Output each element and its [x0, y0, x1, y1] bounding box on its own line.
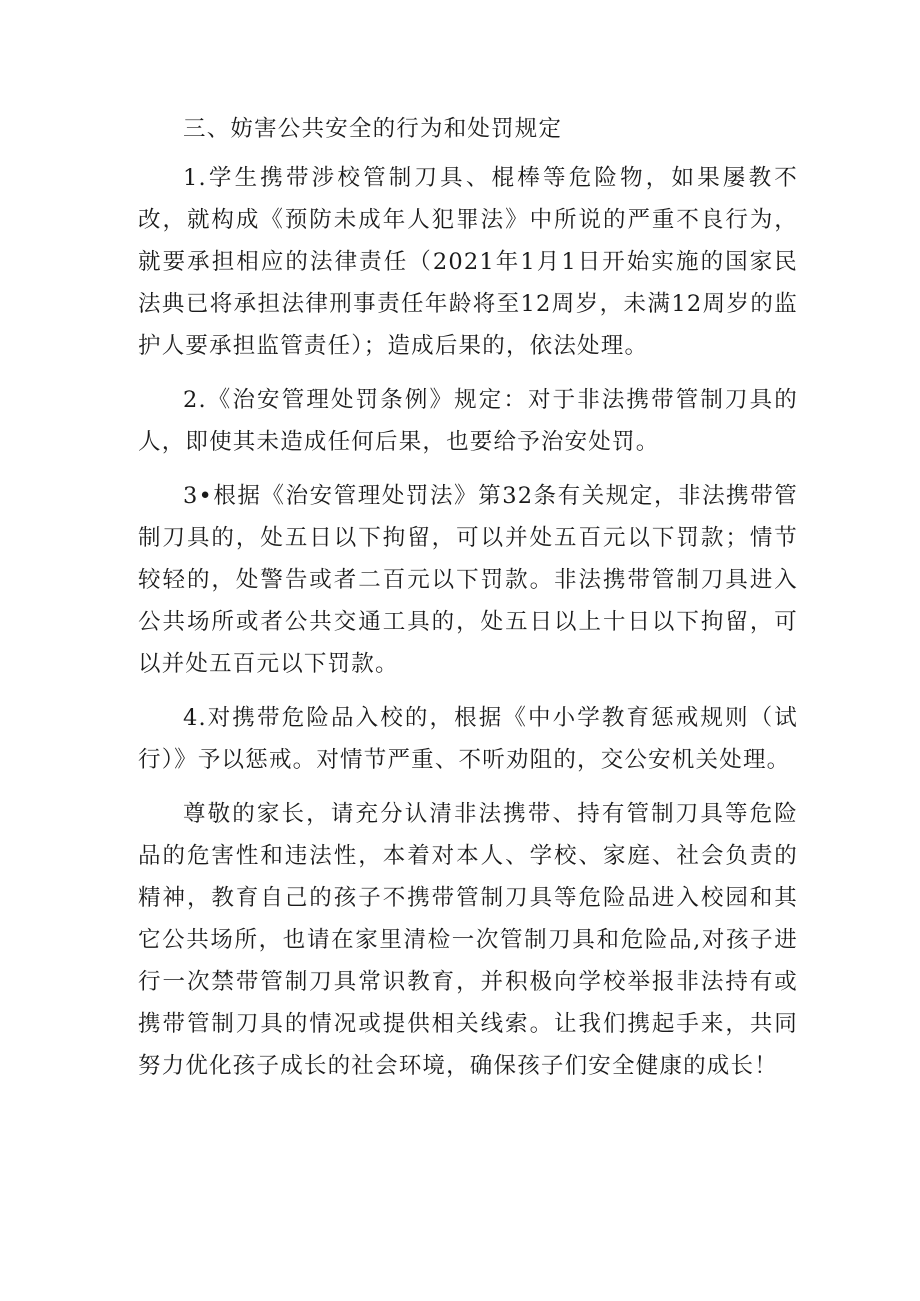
paragraph-parent-appeal: 尊敬的家长，请充分认清非法携带、持有管制刀具等危险品的危害性和违法性，本着对本人、学校、家庭、社会负责的精神，教育自己的孩子不携带管制刀具等危险品进入校园和其它公共场所，也请在家里清检一次管制刀具和危险品,对孩子进行一次禁带管制刀具常识教育，并积极向学校举报非法持有或携带管制刀具的情况或提供相关线索。让我们携起手来，共同努力优化孩子成长的社会环境，确保孩子们安全健康的成长！: [138, 801, 798, 1079]
section-heading: 三、妨害公共安全的行为和处罚规定: [183, 116, 563, 142]
paragraph-rule-2: 2.《治安管理处罚条例》规定：对于非法携带管制刀具的人，即使其未造成任何后果，也要给予治安处罚。: [138, 387, 798, 455]
paragraph-rule-3: 3•根据《治安管理处罚法》第32条有关规定，非法携带管制刀具的，处五日以下拘留，可以并处五百元以下罚款；情节较轻的，处警告或者二百元以下罚款。非法携带管制刀具进入公共场所或者公共交通工具的，处五日以上十日以下拘留，可以并处五百元以下罚款。: [138, 483, 798, 677]
paragraph-rule-1: 1.学生携带涉校管制刀具、棍棒等危险物，如果屡教不改，就构成《预防未成年人犯罪法》中所说的严重不良行为，就要承担相应的法律责任（2021年1月1日开始实施的国家民法典已将承担法律刑事责任年龄将至12周岁，未满12周岁的监护人要承担监管责任）；造成后果的，依法处理。: [138, 165, 798, 359]
paragraph-rule-4: 4.对携带危险品入校的，根据《中小学教育惩戒规则（试行）》予以惩戒。对情节严重、不听劝阻的，交公安机关处理。: [138, 705, 798, 773]
document-body: [138, 108, 798, 1087]
